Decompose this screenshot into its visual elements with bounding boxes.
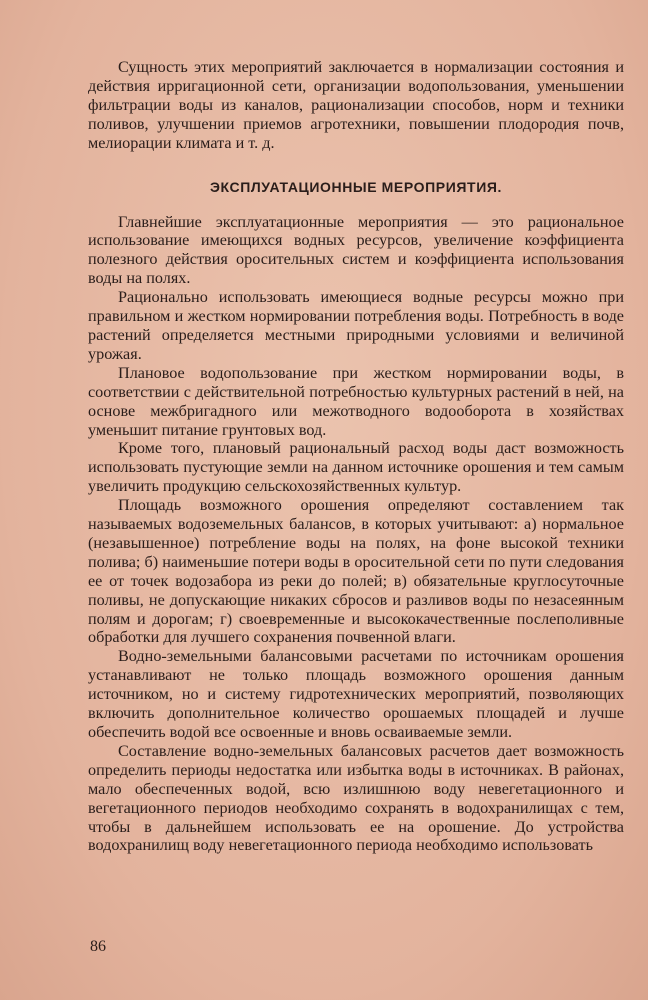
page-number: 86 — [90, 938, 106, 955]
page-text — [88, 58, 624, 855]
paragraph-1: Главнейшие эксплуатационные мероприятия — это рациональное использование имеющихся водных ресурсов, увеличение коэффициента полезного действия оросительных систем и коэффициента использования воды на полях. — [88, 212, 624, 288]
paragraph-7: Составление водно-земельных балансовых расчетов дает возможность определить периоды недостатка или избытка воды в источниках. В районах, мало обеспеченных водой, всю излишнюю воду невегетационного и вегетационного периодов необходимо сохранять в водохранилищах с тем, чтобы в дальнейшем использовать ее на орошение. До устройства водохранилищ воду невегетационного периода необходимо использовать — [88, 741, 624, 855]
paragraph-6: Водно-земельными балансовыми расчетами по источникам орошения устанавливают не только площадь возможного орошения данным источником, но и систему гидротехнических мероприятий, позволяющих включить дополнительное количество орошаемых площадей и лучше обеспечить водой все освоенные и вновь осваиваемые земли. — [88, 647, 624, 741]
section-heading: ЭКСПЛУАТАЦИОННЫЕ МЕРОПРИЯТИЯ. — [209, 178, 503, 195]
paragraph-3: Плановое водопользование при жестком нормировании воды, в соответствии с действительной потребностью культурных растений в ней, на основе межбригадного или межотводного водооборота в хозяйствах уменьшит питание грунтовых вод. — [88, 363, 624, 439]
paragraph-4: Кроме того, плановый рациональный расход воды даст возможность использовать пустующие земли на данном источнике орошения и тем самым увеличить продукцию сельскохозяйственных культур. — [88, 439, 624, 496]
paragraph-2: Рационально использовать имеющиеся водные ресурсы можно при правильном и жестком нормировании потребления воды. Потребность в воде растений определяется местными природными условиями и величиной урожая. — [88, 288, 624, 363]
paragraph-5: Площадь возможного орошения определяют составлением так называемых водоземельных балансов, в которых учитывают: а) нормальное (незавышенное) потребление воды на полях, на фоне высокой техники полива; б) наименьшие потери воды в оросительной сети по пути следования ее от точек водозабора из реки до полей; в) обязательные круглосуточные поливы, не допускающие никаких сбросов и разливов воды по незасеянным полям и дорогам; г) своевременные и высококачественные послеполивные обработки для лучшего сохранения почвенной влаги. — [88, 496, 624, 647]
intro-paragraph: Сущность этих мероприятий заключается в нормализации состояния и действия ирригационной сети, организации водопользования, уменьшении фильтрации воды из каналов, рационализации способов, норм и техники поливов, улучшении приемов агротехники, повышении плодородия почв, мелиорации климата и т. д. — [88, 58, 624, 152]
